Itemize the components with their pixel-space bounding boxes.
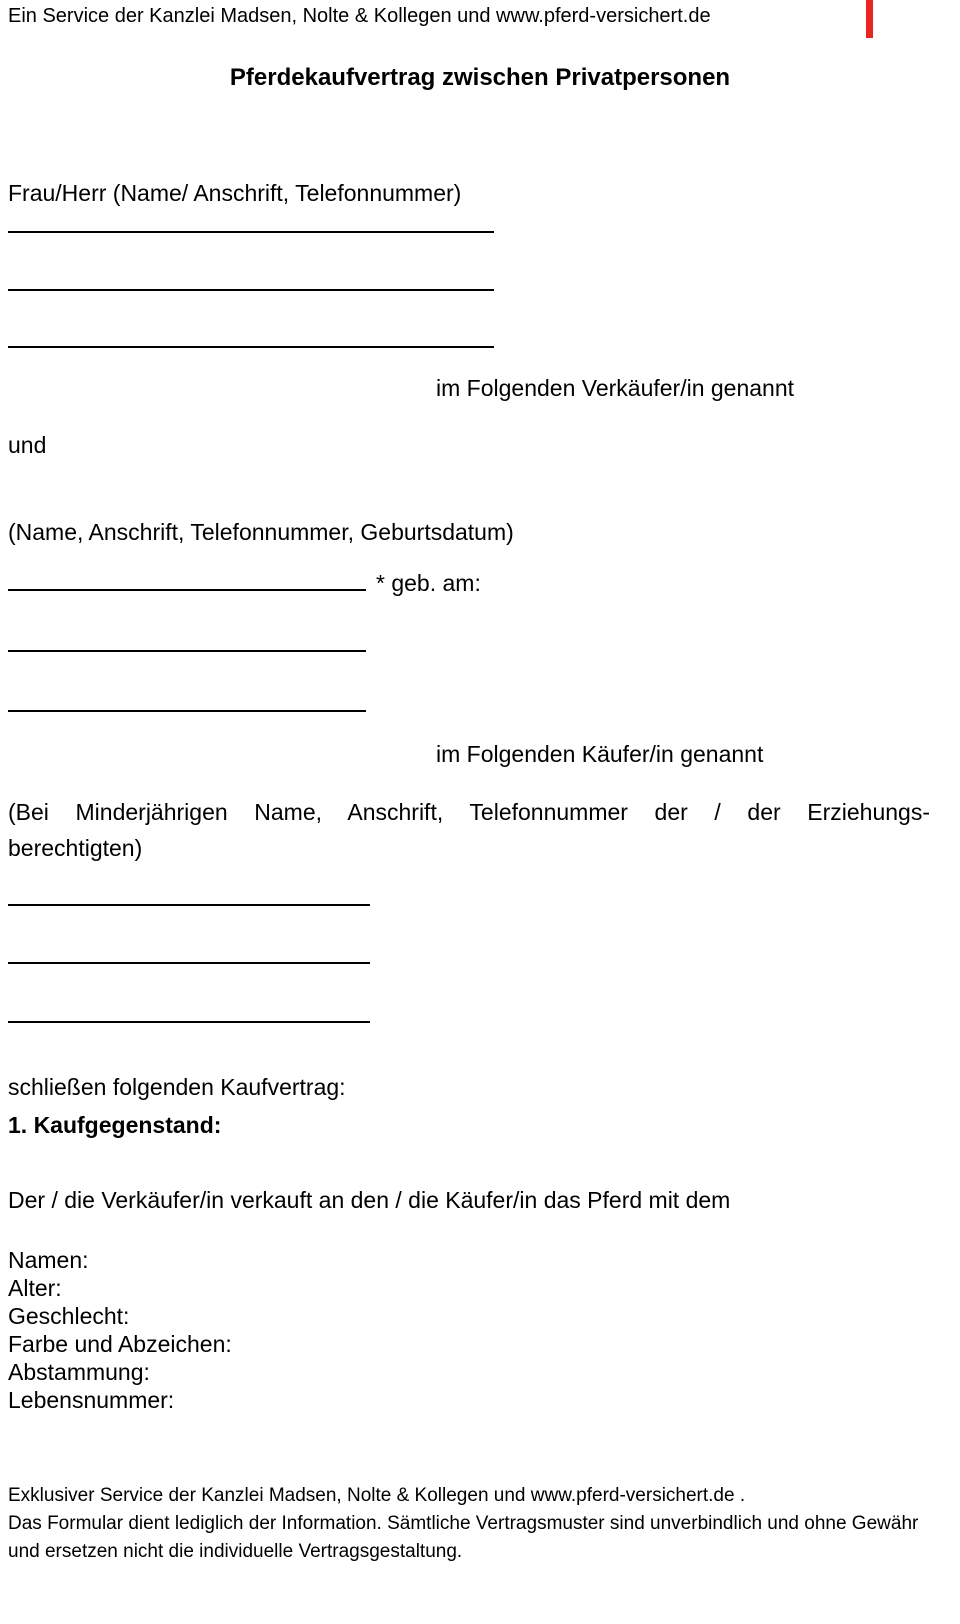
field-label-geschlecht: Geschlecht:	[8, 1303, 130, 1329]
header-line: Ein Service der Kanzlei Madsen, Nolte & Kollegen und www.pferd-versichert.de	[8, 5, 711, 27]
page-title: Pferdekaufvertrag zwischen Privatpersonen	[229, 64, 731, 91]
birth-date-line	[8, 570, 481, 597]
guardian-note-line1: (Bei Minderjährigen Name, Anschrift, Telefonnummer der / der Erziehungs-	[8, 799, 930, 825]
field-label-namen: Namen:	[8, 1247, 89, 1273]
footer-line1: Exklusiver Service der Kanzlei Madsen, Nolte & Kollegen und www.pferd-versichert.de .	[8, 1485, 746, 1506]
field-label-abstammung: Abstammung:	[8, 1359, 150, 1385]
field-label-lebensnummer: Lebensnummer:	[8, 1387, 175, 1413]
field-label-alter: Alter:	[8, 1275, 62, 1301]
buyer-label: (Name, Anschrift, Telefonnummer, Geburtsdatum)	[8, 519, 514, 545]
fill-line	[8, 1021, 370, 1023]
fill-line	[8, 962, 370, 964]
fill-line	[8, 650, 366, 652]
birth-date-label: * geb. am:	[376, 570, 481, 596]
seller-clause: im Folgenden Verkäufer/in genannt	[436, 375, 795, 401]
seller-label: Frau/Herr (Name/ Anschrift, Telefonnummer)	[8, 180, 462, 206]
guardian-note	[8, 794, 930, 866]
connector-und: und	[8, 432, 47, 458]
field-label-farbe-abzeichen: Farbe und Abzeichen:	[8, 1331, 232, 1357]
footer-line2: Das Formular dient lediglich der Information. Sämtliche Vertragsmuster sind unverbindlich und ohne Gewähr und ersetzen nicht die individuelle Vertragsgestaltung.	[8, 1513, 919, 1562]
red-mark	[866, 0, 873, 38]
horse-fields	[8, 1246, 232, 1414]
fill-line	[8, 588, 366, 591]
fill-line	[8, 710, 366, 712]
section-heading: 1. Kaufgegenstand:	[8, 1112, 222, 1138]
footer	[8, 1482, 932, 1566]
fill-line	[8, 289, 494, 291]
section-intro: Der / die Verkäufer/in verkauft an den / die Käufer/in das Pferd mit dem	[8, 1187, 731, 1213]
guardian-note-line2: berechtigten)	[8, 835, 143, 861]
fill-line	[8, 231, 494, 233]
fill-line	[8, 904, 370, 906]
closing-line: schließen folgenden Kaufvertrag:	[8, 1074, 346, 1100]
fill-line	[8, 346, 494, 348]
buyer-clause: im Folgenden Käufer/in genannt	[436, 741, 764, 767]
